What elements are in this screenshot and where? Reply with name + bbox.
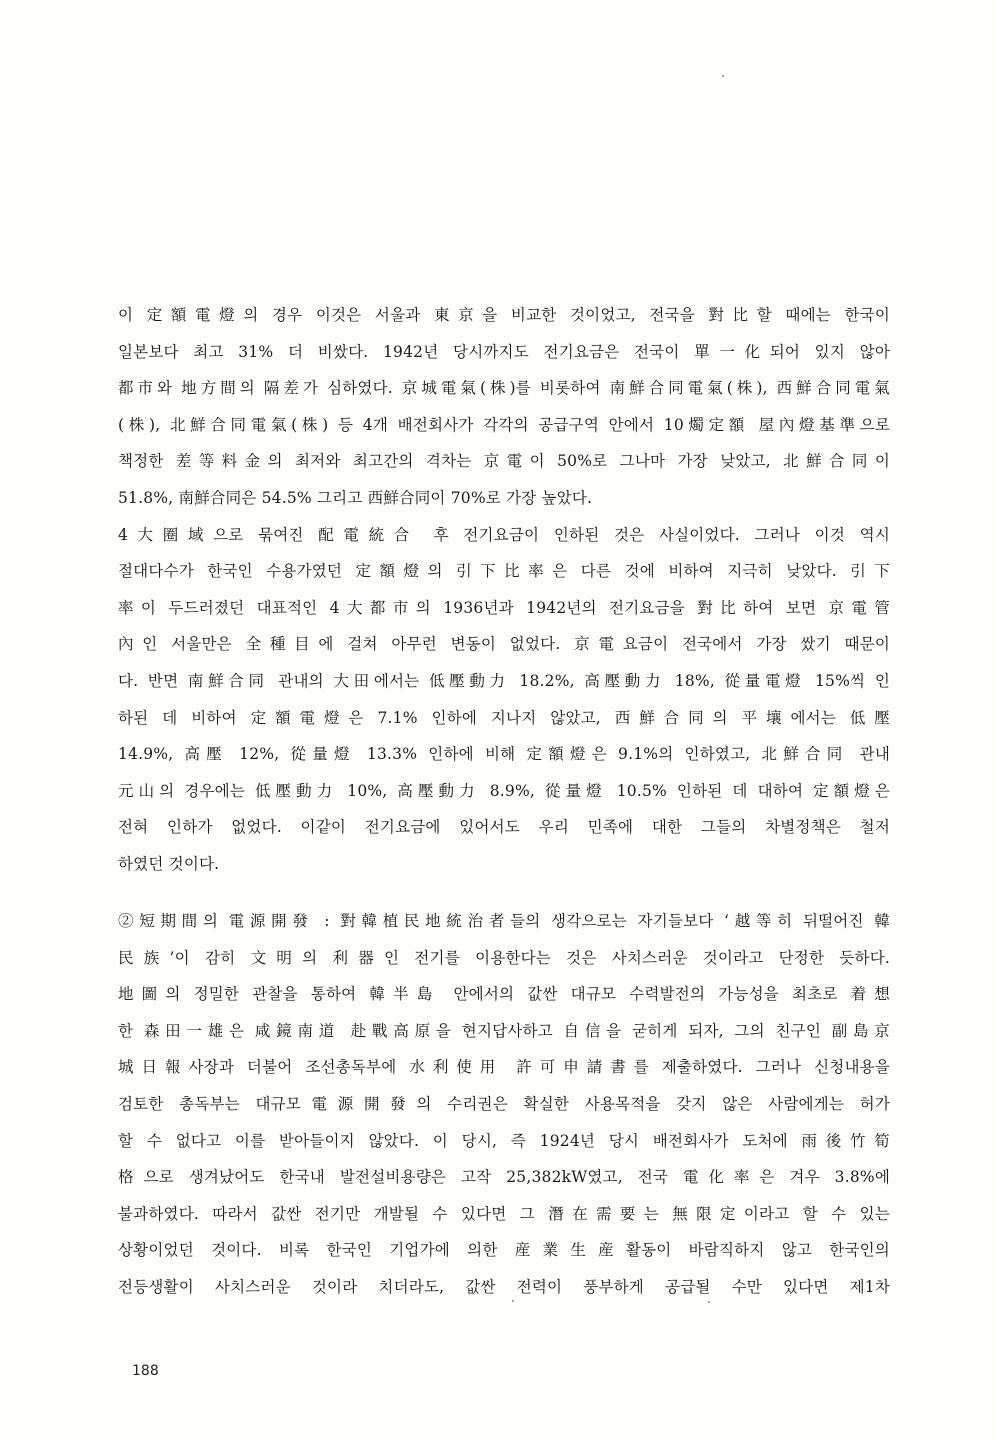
body-text-top xyxy=(118,297,890,883)
scan-speck xyxy=(708,1301,710,1303)
text-line: 할 수 없다고 이를 받아들이지 않았다. 이 당시, 즉 1924년 당시 배전회사가 도처에 雨後竹筍 xyxy=(118,1131,890,1150)
text-line: 格으로 생겨났어도 한국내 발전설비용량은 고작 25,382kW였고, 전국 電化率은 겨우 3.8%에 xyxy=(118,1168,890,1187)
text-line: 51.8%, 南鮮合同은 54.5% 그리고 西鮮合同이 70%로 가장 높았다. xyxy=(118,488,593,507)
paragraph-3 xyxy=(118,903,890,1306)
text-line: 절대다수가 한국인 수용가였던 定額燈의 引下比率은 다른 것에 비하여 지극히 낮았다. 引下 xyxy=(118,562,890,581)
text-line: 이 定額電燈의 경우 이것은 서울과 東京을 비교한 것이었고, 전국을 對比할 때에는 한국이 xyxy=(118,306,890,324)
scan-speck xyxy=(722,75,724,77)
text-line: 都市와 地方間의 隔差가 심하였다. 京城電氣(株)를 비롯하여 南鮮合同電氣(株), 西鮮合同電氣 xyxy=(118,379,890,398)
text-line: 책정한 差等料金의 최저와 최고간의 격차는 京電이 50%로 그나마 가장 낮았고, 北鮮合同이 xyxy=(118,452,890,471)
scan-speck xyxy=(512,1300,514,1302)
text-line: 불과하였다. 따라서 값싼 전기만 개발될 수 있다면 그 潛在需要는 無限定이라고 할 수 있는 xyxy=(118,1204,890,1223)
text-line: ②短期間의 電源開發 : 對韓植民地統治者들의 생각으로는 자기들보다 ‘越等히 뒤떨어진 韓 xyxy=(118,912,890,930)
text-line: 상황이었던 것이다. 비록 한국인 기업가에 의한 産業生産활동이 바람직하지 않고 한국인의 xyxy=(118,1241,890,1260)
text-line: 元山의 경우에는 低壓動力 10%, 高壓動力 8.9%, 從量燈 10.5% 인하된 데 대하여 定額燈은 xyxy=(118,781,890,800)
text-line: 城日報사장과 더불어 조선총독부에 水利使用 許可申請書를 제출하였다. 그러나 신청내용을 xyxy=(118,1058,890,1077)
text-line: 民族’이 감히 文明의 利器인 전기를 이용한다는 것은 사치스러운 것이라고 단정한 듯하다. xyxy=(118,948,890,967)
text-line: 14.9%, 高壓 12%, 從量燈 13.3% 인하에 비해 定額燈은 9.1%의 인하였고, 北鮮合同 관내 xyxy=(118,745,890,764)
body-text-bottom xyxy=(118,903,890,1306)
paragraph-2 xyxy=(118,517,890,883)
text-line: 4大圈域으로 묶여진 配電統合 후 전기요금이 인하된 것은 사실이었다. 그러나 이것 역시 xyxy=(118,525,890,544)
text-line: 일본보다 최고 31% 더 비쌌다. 1942년 당시까지도 전기요금은 전국이 單一化되어 있지 않아 xyxy=(118,342,890,361)
text-line: 전등생활이 사치스러운 것이라 치더라도, 값싼 전력이 풍부하게 공급될 수만 있다면 제1차 xyxy=(118,1277,890,1296)
text-line: 다. 반면 南鮮合同 관내의 大田에서는 低壓動力 18.2%, 高壓動力 18%, 從量電燈 15%씩 인 xyxy=(118,671,891,690)
text-line: 한 森田一雄은 咸鏡南道 赴戰高原을 현지답사하고 自信을 굳히게 되자, 그의 친구인 副島京 xyxy=(118,1021,890,1040)
text-line: 內인 서울만은 全種目에 걸쳐 아무런 변동이 없었다. 京電요금이 전국에서 가장 쌌기 때문이 xyxy=(118,635,890,654)
text-line: 전혀 인하가 없었다. 이같이 전기요금에 있어서도 우리 민족에 대한 그들의 차별정책은 철저 xyxy=(118,818,890,837)
text-line: 率이 두드러졌던 대표적인 4大都市의 1936년과 1942년의 전기요금을 對比하여 보면 京電管 xyxy=(118,598,890,617)
text-line: 검토한 총독부는 대규모電源開發의 수리권은 확실한 사용목적을 갖지 않은 사람에게는 허가 xyxy=(118,1094,890,1113)
text-line: 地圖의 정밀한 관찰을 통하여 韓半島 안에서의 값싼 대규모 수력발전의 가능성을 최초로 着想 xyxy=(118,985,890,1004)
paragraph-1 xyxy=(118,297,890,517)
text-line: 하였던 것이다. xyxy=(118,854,220,873)
text-line: 하된 데 비하여 定額電燈은 7.1% 인하에 지나지 않았고, 西鮮合同의 平壤에서는 低壓 xyxy=(118,708,890,727)
page-number: 188 xyxy=(132,1363,159,1379)
text-line: (株), 北鮮合同電氣(株) 등 4개 배전회사가 각각의 공급구역 안에서 10燭定額 屋內燈基準으로 xyxy=(118,415,890,434)
